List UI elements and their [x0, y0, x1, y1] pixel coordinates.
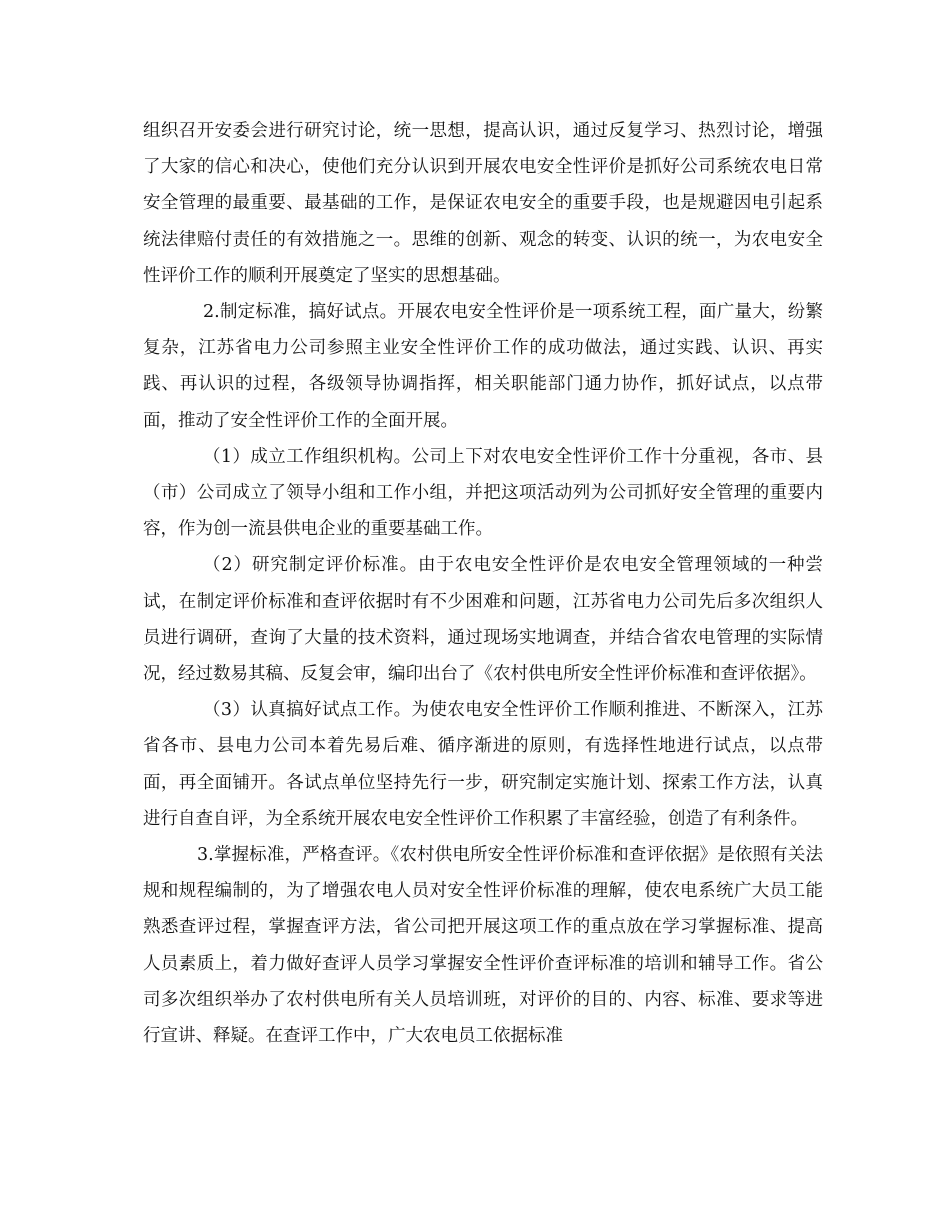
paragraph-continued-intro: 组织召开安委会进行研究讨论，统一思想，提高认识，通过反复学习、热烈讨论，增强了大家的信心和决心，使他们充分认识到开展农电安全性评价是抓好公司系统农电日常安全管理的最重要、最基础的工作，是保证农电安全的重要手段，也是规避因电引起系统法律赔付责任的有效措施之一。思维的创新、观念的转变、认识的统一，为农电安全性评价工作的顺利开展奠定了坚实的思想基础。	[143, 121, 823, 286]
paragraph-item-2: （2）研究制定评价标准。由于农电安全性评价是农电安全管理领域的一种尝试，在制定评价标准和查评依据时有不少困难和问题，江苏省电力公司先后多次组织人员进行调研，查询了大量的技术资料，通过现场实地调查，并结合省农电管理的实际情况，经过数易其稿、反复会审，编印出台了《农村供电所安全性评价标准和查评依据》。	[143, 555, 823, 685]
paragraph-section-3: 3.掌握标准，严格查评。《农村供电所安全性评价标准和查评依据》是依照有关法规和规程编制的，为了增强农电人员对安全性评价标准的理解，使农电系统广大员工能熟悉查评过程，掌握查评方法，省公司把开展这项工作的重点放在学习掌握标准、提高人员素质上，着力做好查评人员学习掌握安全性评价查评标准的培训和辅导工作。省公司多次组织举办了农村供电所有关人员培训班，对评价的目的、内容、标准、要求等进行宣讲、释疑。在查评工作中，广大农电员工依据标准	[143, 845, 823, 1047]
document-body	[143, 113, 823, 1054]
paragraph-item-3: （3）认真搞好试点工作。为使农电安全性评价工作顺利推进、不断深入，江苏省各市、县电力公司本着先易后难、循序渐进的原则，有选择性地进行试点，以点带面，再全面铺开。各试点单位坚持先行一步，研究制定实施计划、探索工作方法，认真进行自查自评，为全系统开展农电安全性评价工作积累了丰富经验，创造了有利条件。	[143, 700, 823, 829]
paragraph-section-2: 2.制定标准，搞好试点。开展农电安全性评价是一项系统工程，面广量大，纷繁复杂，江苏省电力公司参照主业安全性评价工作的成功做法，通过实践、认识、再实践、再认识的过程，各级领导协调指挥，相关职能部门通力协作，抓好试点，以点带面，推动了安全性评价工作的全面开展。	[143, 302, 823, 431]
paragraph-item-1: （1）成立工作组织机构。公司上下对农电安全性评价工作十分重视，各市、县（市）公司成立了领导小组和工作小组，并把这项活动列为公司抓好安全管理的重要内容，作为创一流县供电企业的重要基础工作。	[143, 446, 823, 540]
